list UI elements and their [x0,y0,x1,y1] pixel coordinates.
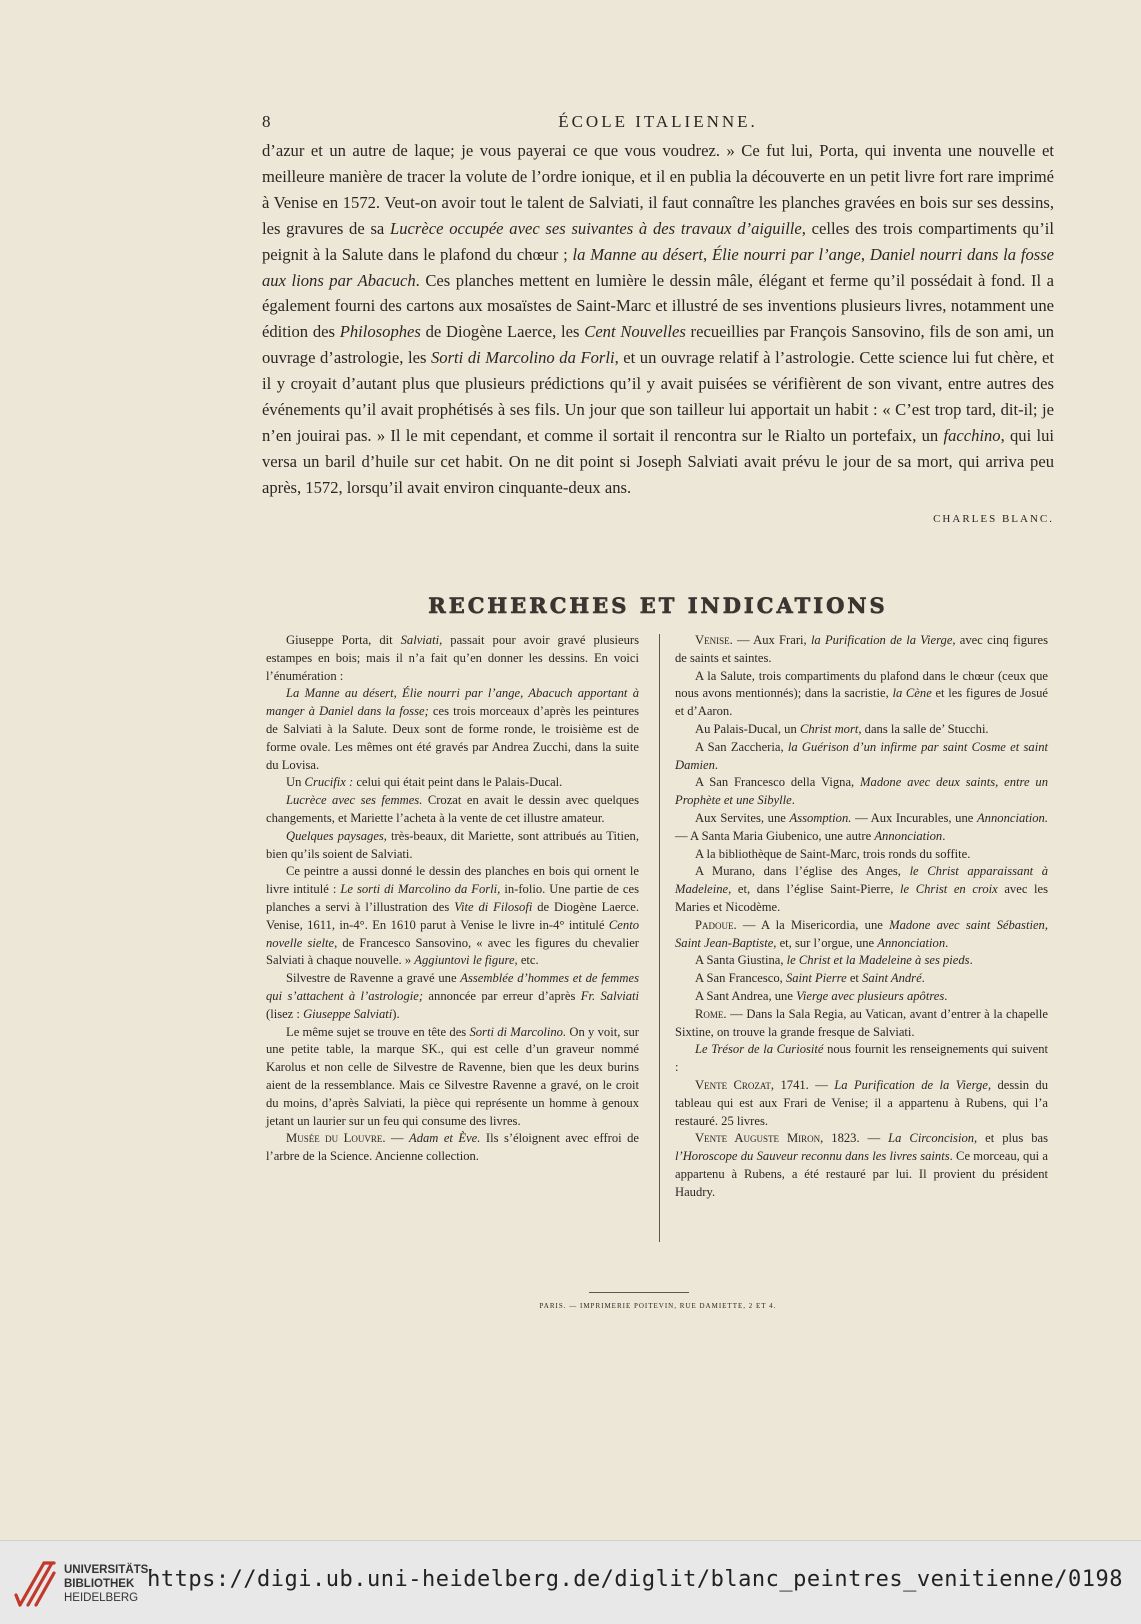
italic-text: Le sorti di Marcolino da Forli, [340,882,501,897]
text-run: nous fournit les renseignements qui suivent : [675,1042,1048,1075]
italic-text: Christ mort [799,721,859,736]
library-name-line: UNIVERSITÄTS- [64,1564,153,1576]
footer-rule [589,1292,689,1293]
text-run: , etc. [514,953,539,968]
text-run: annoncée par erreur d’après [423,988,581,1003]
column-paragraph [266,1024,639,1131]
text-run: recueillies par François Sansovino, fils de son ami, un ouvrage d’astrologie, les [262,322,1054,368]
column-paragraph [675,1041,1048,1077]
text-run: , avec cinq figures de saints et saintes. [675,633,1048,665]
text-run: — Aux Incurables, une [851,810,977,825]
text-run: celui qui était peint dans le Palais-Ducal. [353,775,563,790]
text-run: , [860,244,870,264]
text-run: d’azur et un autre de laque; je vous payerai ce que vous voudrez. » Ce fut lui, Porta, qui inventa une nouvelle et meilleure manière de tracer la volute de l’ordre ionique, et il en publia la découverte en un petit livre fort rare imprimé à Venise en 1572. Veut-on avoir tout le talent de Salviati, il faut connaître les planches gravées en bois sur ses dessins, les gravures de sa [262,141,1054,238]
library-name [64,1563,152,1605]
column-paragraph [266,970,639,1023]
text-run: Giuseppe Porta, dit [286,633,401,647]
italic-text: Adam et Ève. [409,1131,481,1146]
italic-text: le Christ apparaissant à Madeleine [675,864,1049,897]
text-run: , et, sur l’orgue, une [773,935,878,950]
text-run: — Dans la Sala Regia, au Vatican, avant d’entrer à la chapelle Sixtine, on trouve la grande fresque de Salviati. [675,1006,1048,1039]
library-name-line: BIBLIOTHEK [64,1578,135,1590]
right-column [675,632,1048,1202]
italic-text: Annonciation. [976,810,1048,825]
text-run: . [969,953,973,968]
main-paragraph [262,138,1054,501]
text-run: avec les Maries et Nicodème. [675,882,1048,914]
italic-text: Sorti di Marcolino. [469,1024,567,1039]
italic-text: Vite di Filosofi [454,899,533,914]
italic-text: Sorti di Marcolino da Forli [430,348,615,368]
column-paragraph [675,952,1048,970]
viewer-footer [0,1540,1141,1624]
text-run: , qui lui versa un baril d’huile sur cet habit. On ne dit point si Joseph Salviati avait prévu le jour de sa mort, qui arriva peu après, 1572, lorsqu’il avait environ cinquante-deux ans. [262,425,1054,497]
column-paragraph [266,632,639,685]
small-caps-text: Padoue. [695,917,737,932]
italic-text: Madone avec saint Sébastien, Saint Jean-Baptiste [675,917,1048,950]
column-paragraph [266,792,639,828]
text-run: Crozat en avait le dessin avec quelques changements, et Mariette l’acheta à la vente de cet illustre amateur. [266,793,639,825]
italic-text: Philosophes [339,322,421,342]
column-paragraph [675,1077,1048,1130]
text-run: 1741. — [774,1077,835,1092]
text-run: in-folio. Une partie de ces planches a servi à l’illustration des [266,882,639,914]
small-caps-text: Venise. [695,633,733,647]
text-run: , et un ouvrage relatif à l’astrologie. Cette science lui fut chère, et il y croyait d’autant plus que plusieurs prédictions qu’il y avait puisées se vérifièrent de son vivant, entre autres des événements qu’il avait prophétisés à ses fils. Un jour que son tailleur lui apportait un habit : « C’est trop tard, dit-il; je n’en jouirai pas. » Il le mit cependant, et comme il sortait il rencontra sur le Rialto un portefaix, un [262,348,1055,445]
italic-text: Annonciation [877,935,946,950]
text-run: A Murano, dans l’église des Anges, [695,864,910,879]
text-run: (lisez : [266,1006,304,1021]
text-run: A San Francesco della Vigna, [695,775,861,790]
text-run: . [944,988,948,1003]
small-caps-text: Musée du Louvre. [286,1131,386,1146]
text-run: Ce peintre a aussi donné le dessin des planches en bois qui ornent le livre intitulé : [266,864,639,897]
page-number: 8 [262,112,272,131]
text-run: — A Santa Maria Giubenico, une autre [675,828,875,843]
university-logo-icon [14,1555,58,1611]
text-run: . Ces planches mettent en lumière le dessin mâle, élégant et ferme qu’il possédait à fond. Il a également fourni des cartons aux mosaïstes de Saint-Marc et illustré de ses inventions plusieurs livres, notamment une édition des [262,270,1054,342]
text-run: . [945,935,949,950]
text-run: ces trois morceaux d’après les peintures de Salviati à la Salute. Deux sont de forme ronde, le troisième est de forme ovale. Les mêmes ont été gravés par Andrea Zucchi, dans la suite du Lovisa. [266,704,639,772]
italic-text: Quelques paysages, [286,828,387,843]
printer-imprint: PARIS. — IMPRIMERIE POITEVIN, RUE DAMIETTE, 2 ET 4. [539,1302,777,1310]
text-run: Le même sujet se trouve en tête des [286,1024,470,1039]
italic-text: La Circoncision [888,1131,975,1146]
italic-text: Assomption. [789,810,852,825]
page-url-link[interactable]: https://digi.ub.uni-heidelberg.de/diglit/blanc_peintres_venitienne/0198 [147,1567,1123,1592]
text-run: A Sant Andrea, une [695,988,797,1003]
text-run: , celles des trois compartiments qu’il peignit à la Salute dans le plafond du chœur ; [262,218,1054,264]
text-run: , [703,244,712,264]
italic-text: la Guérison d’un infirme par saint Cosme et saint Damien [675,739,1048,772]
text-run: Au Palais-Ducal, un [695,721,800,736]
text-run: , de Francesco Sansovino, « avec les figures du chevalier Salviati à chaque nouvelle. » [266,935,639,968]
column-paragraph [675,970,1048,988]
text-run: Aux Servites, une [695,810,790,825]
column-paragraph [675,810,1048,846]
text-run: — [385,1131,409,1146]
text-run: et [846,971,863,986]
text-run: de Diogène Laerce. Venise, 1611, in-4°. En 1610 parut à Venise le livre in-4° intitulé [266,899,640,932]
italic-text: Lucrèce avec ses femmes. [286,793,423,808]
text-run: ). [392,1006,400,1021]
italic-text: facchino [943,425,1001,445]
italic-text: la Manne au désert [572,244,704,264]
italic-text: La Purification de la Vierge [834,1077,988,1092]
italic-text: Salviati [400,633,440,647]
text-run: , passait pour avoir gravé plusieurs estampes en bois; mais il n’a fait qu’en donner les dessins. En voici l’énumération : [266,633,639,683]
text-run: . Ce morceau, qui a appartenu à Rubens, a été restauré par lui. Il provient du président Haudry. [675,1149,1048,1199]
column-paragraph [675,1130,1048,1201]
text-run: . [714,757,719,772]
column-paragraph [675,668,1048,721]
italic-text: Fr. Salviati [580,988,639,1003]
text-run: — Aux Frari, [732,633,811,647]
italic-text: Lucrèce occupée avec ses suivantes à des travaux d’aiguille [390,218,802,238]
main-text [262,138,1054,533]
text-run: , dans la salle de’ Stucchi. [858,721,989,736]
italic-text: Madone avec deux saints, entre un Prophète et une Sibylle [675,775,1048,808]
column-paragraph [266,685,639,774]
column-divider [659,634,660,1242]
text-run: . [942,828,946,843]
column-paragraph [266,828,639,864]
text-run: A Santa Giustina, [695,953,787,968]
column-paragraph [266,863,639,970]
small-caps-text: Rome. [695,1006,727,1021]
column-paragraph [266,774,639,792]
column-paragraph [675,917,1048,953]
author-signature: CHARLES BLANC. [933,512,1054,525]
text-run: A San Francesco, [695,971,786,986]
italic-text: Assemblée d’hommes et de femmes qui s’attachent à l’astrologie; [266,971,639,1003]
column-paragraph [266,1130,639,1166]
column-paragraph [675,863,1048,916]
page-header [262,112,1054,136]
italic-text: La Manne au désert, Élie nourri par l’ange, Abacuch apportant à manger à Daniel dans la fosse; [266,686,639,719]
italic-text: Daniel nourri dans la fosse aux lions par Abacuch [262,244,1055,290]
italic-text: Saint André [862,971,922,986]
text-run: Silvestre de Ravenne a gravé une [286,971,461,986]
text-run: A la Salute, trois compartiments du plafond dans le chœur (ceux que nous avons mentionnés); dans la sacristie, [675,668,1048,701]
text-run: On y voit, sur une petite table, la marque SK., qui est celle d’un graveur nommé Karolus et non celle de Silvestre de Ravenne, bien que les deux burins aient de la ressemblance. Mais ce Silvestre Ravenne a gravé, on le croit du moins, d’après Salviati, la pièce qui représente un homme à genoux jetant un laurier sur un feu qui consume des livres. [266,1024,639,1128]
italic-text: Le Trésor de la Curiosité [695,1042,824,1057]
text-run: . [791,793,795,808]
italic-text: l’Horoscope du Sauveur reconnu dans les livres saints [675,1149,950,1164]
italic-text: Vierge avec plusieurs apôtres [796,988,945,1003]
running-title: ÉCOLE ITALIENNE. [558,112,758,131]
column-paragraph [675,774,1048,810]
italic-text: Élie nourri par l’ange [711,244,861,264]
left-column [266,632,639,1166]
library-name-line: HEIDELBERG [64,1592,139,1604]
column-paragraph [675,632,1048,668]
italic-text: Crucifix : [304,775,354,790]
text-run: . [921,971,925,986]
italic-text: la Cène [892,686,932,701]
text-run: Ils s’éloignent avec effroi de l’arbre de la Science. Ancienne collection. [266,1131,639,1164]
text-run: A San Zaccheria, [695,739,788,754]
text-run: , dessin du tableau qui est aux Frari de Venise; il a appartenu à Rubens, qui l’a restauré. 25 livres. [675,1077,1048,1128]
column-paragraph [675,988,1048,1006]
text-run: très-beaux, dit Mariette, sont attribués au Titien, bien qu’ils soient de Salviati. [266,828,639,861]
italic-text: Aggiuntovi le figure [414,953,515,968]
column-paragraph [675,846,1048,864]
text-run: de Diogène Laerce, les [420,322,585,342]
column-paragraph [675,739,1048,775]
text-run: et les figures de Josué et d’Aaron. [675,686,1048,719]
text-run: A la bibliothèque de Saint-Marc, trois ronds du soffite. [695,846,971,861]
italic-text: Cento novelle sielte [266,917,639,950]
text-run: , et, dans l’église Saint-Pierre, [728,882,901,897]
italic-text: Cent Nouvelles [584,322,686,342]
italic-text: Annonciation [874,828,943,843]
italic-text: Giuseppe Salviati [303,1006,393,1021]
italic-text: le Christ et la Madeleine à ses pieds [786,953,970,968]
column-paragraph [675,1006,1048,1042]
italic-text: le Christ en croix [900,882,998,897]
small-caps-text: Vente Auguste Miron, [695,1131,824,1146]
text-run: — A la Misericordia, une [736,917,890,932]
text-run: 1823. — [823,1131,889,1146]
small-caps-text: Vente Crozat, [695,1077,775,1092]
text-run: , et plus bas [974,1131,1048,1146]
italic-text: Saint Pierre [785,971,847,986]
section-heading: RECHERCHES ET INDICATIONS [428,593,888,618]
column-paragraph [675,721,1048,739]
italic-text: la Purification de la Vierge [810,633,953,647]
text-run: Un [286,775,305,790]
